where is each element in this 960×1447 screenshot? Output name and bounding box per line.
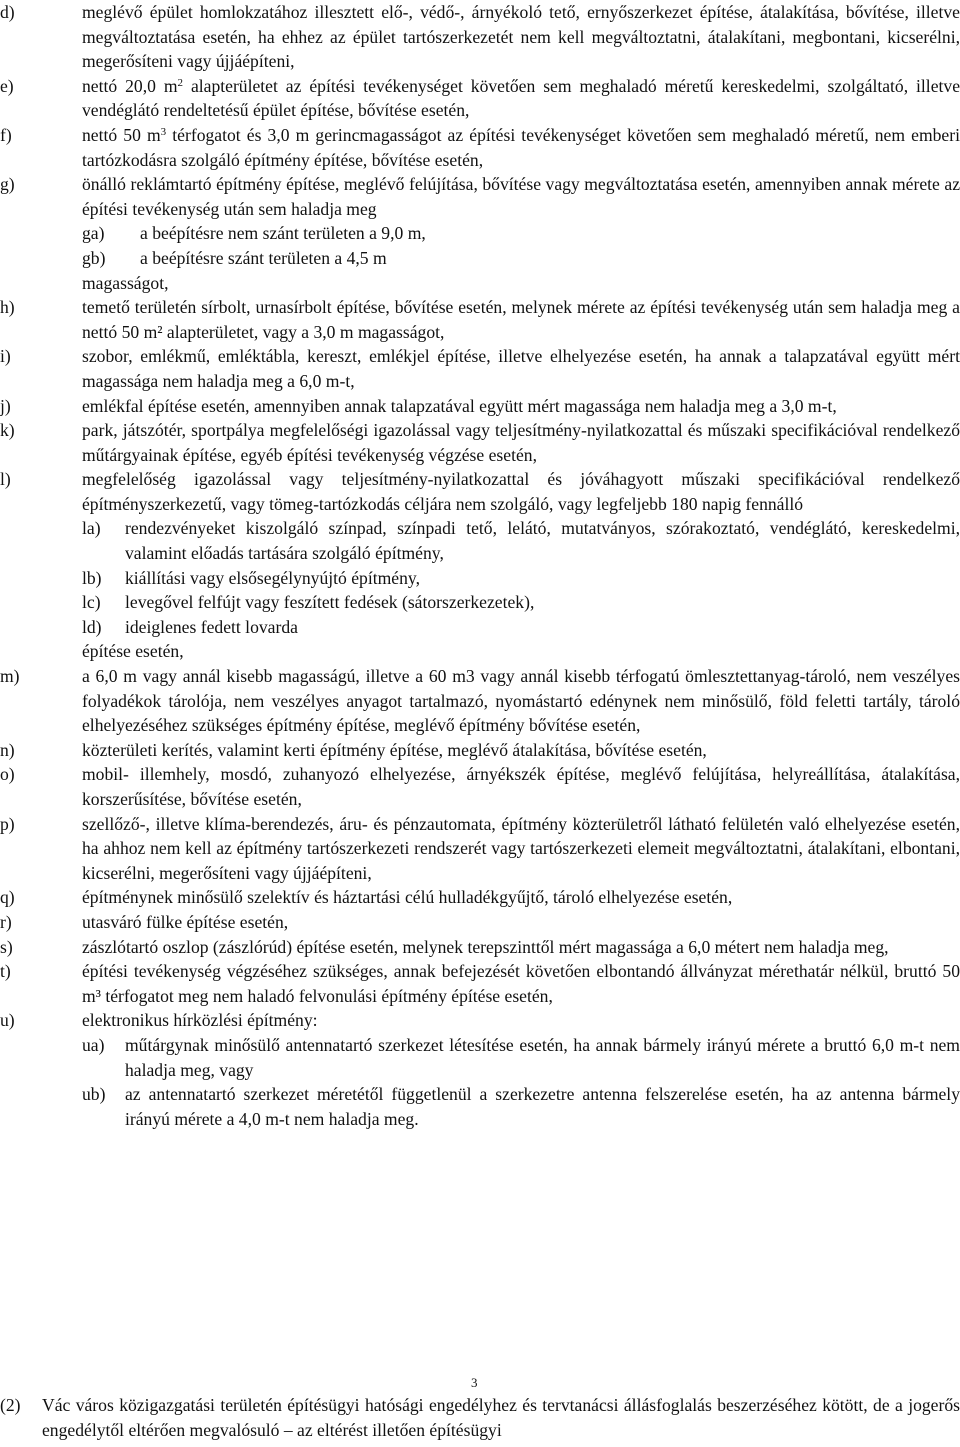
item-text <box>82 123 960 172</box>
item-text: önálló reklámtartó építmény építése, meglévő felújítása, bővítése vagy megváltoztatása esetén, amennyiben annak mérete az építési tevékenység után sem haladja meg <box>82 174 960 219</box>
sub-item-ub <box>0 1082 960 1131</box>
item-label: j) <box>0 395 11 416</box>
list-item-i <box>0 344 960 393</box>
section-2-paragraph <box>0 1393 960 1442</box>
list-item-k <box>0 418 960 467</box>
item-text: szellőző-, illetve klíma-berendezés, áru- és pénzautomata, építmény közterületről látható felületén való elhelyezése esetén, ha ahhoz nem kell az építmény tartószerkezeti rendszerét vagy tartószerkezeti elemeit megváltoztatni, átalakítani, elbontani, kicserélni, megerősíteni vagy újjáépíteni, <box>82 813 960 883</box>
item-text: megfelelőség igazolással vagy teljesítmény-nyilatkozattal és jóváhagyott műszaki specifikációval rendelkező építményszerkezetű, vagy tömeg-tartózkodás céljára nem szolgáló, vagy legfeljebb 180 napig fennálló <box>82 469 960 514</box>
sub-item-text: levegővel felfújt vagy feszített fedések (sátorszerkezetek), <box>125 592 535 613</box>
item-label: h) <box>0 297 15 318</box>
list-item-f <box>0 123 960 172</box>
sub-item-lb <box>0 566 960 591</box>
item-label: l) <box>0 469 11 490</box>
section-text: Vác város közigazgatási területén építésügyi hatósági engedélyhez és tervtanácsi állásfoglalás beszerzéséhez kötött, de a jogerős engedélytől eltérően megvalósuló – az eltérést illetően építésügyi <box>42 1395 960 1440</box>
item-text-part: nettó 50 m <box>82 124 161 145</box>
sub-item-ga <box>0 221 960 246</box>
list-item-j <box>0 394 960 419</box>
item-text: utasváró fülke építése esetén, <box>82 911 289 932</box>
item-text-part: térfogatot és 3,0 m gerincmagasságot az építési tevékenységet követően sem meghaladó méretű, nem emberi tartózkodásra szolgáló építmény építése, bővítése esetén, <box>82 124 960 170</box>
item-label: d) <box>0 2 15 22</box>
item-label: t) <box>0 961 11 982</box>
list-item-o <box>0 762 960 811</box>
item-text: meglévő épület homlokzatához illesztett elő-, védő-, árnyékoló tető, ernyőszerkezet építése, átalakítása, bővítése, illetve megváltoztatása esetén, ha ehhez az épület tartószerkezetét nem kell megváltoztatni, átalakítani, megbontani, kicserélni, megerősíteni vagy újjáépíteni, <box>82 2 960 72</box>
item-text: közterületi kerítés, valamint kerti építmény építése, meglévő átalakítása, bővítése esetén, <box>82 739 707 760</box>
item-text: park, játszótér, sportpálya megfelelőségi igazolással vagy teljesítmény-nyilatkozattal és műszaki specifikációval rendelkező műtárgyainak építése, egyéb építési tevékenység végzése esetén, <box>82 420 960 465</box>
list-item-h <box>0 295 960 344</box>
item-text: elektronikus hírközlési építmény: <box>82 1010 318 1031</box>
list-item-e <box>0 74 960 123</box>
item-label: n) <box>0 739 15 760</box>
item-label: m) <box>0 666 20 687</box>
list-item-q <box>0 885 960 910</box>
sub-item-label: ub) <box>82 1084 106 1105</box>
item-label: k) <box>0 420 15 441</box>
sub-item-label: gb) <box>82 247 106 268</box>
item-label: o) <box>0 764 15 785</box>
item-label: e) <box>0 75 14 96</box>
list-item-l <box>0 467 960 516</box>
item-g-tail: magasságot, <box>82 272 169 293</box>
sub-item-ua <box>0 1033 960 1082</box>
item-label: s) <box>0 936 13 957</box>
sub-item-text: a beépítésre nem szánt területen a 9,0 m, <box>140 223 426 244</box>
item-l-tail: építése esetén, <box>82 641 184 662</box>
list-item-s <box>0 935 960 960</box>
sub-item-gb <box>0 246 960 271</box>
item-text-part: alapterületet az építési tevékenységet követően sem meghaladó méretű kereskedelmi, szolgáltató, illetve vendéglátó rendeltetésű épület építése, bővítése esetén, <box>82 75 960 121</box>
sub-item-label: lb) <box>82 567 102 588</box>
item-label: r) <box>0 911 12 932</box>
sub-item-ld <box>0 615 960 640</box>
sub-item-text: rendezvényeket kiszolgáló színpad, színpadi tető, lelátó, mutatványos, szórakoztató, vendéglátó, kereskedelmi, valamint előadás tartására szolgáló építmény, <box>125 518 960 564</box>
footnote-number: 3 <box>471 1375 478 1390</box>
item-label: u) <box>0 1010 15 1031</box>
item-label: g) <box>0 174 15 195</box>
item-label: q) <box>0 887 15 908</box>
item-text: emlékfal építése esetén, amennyiben annak talapzatával együtt mért magassága nem haladja meg a 3,0 m-t, <box>82 395 837 416</box>
sub-item-la <box>0 516 960 565</box>
item-text: építménynek minősülő szelektív és háztartási célú hulladékgyűjtő, tároló elhelyezése esetén, <box>82 887 733 908</box>
item-text: szobor, emlékmű, emléktábla, kereszt, emlékjel építése, illetve elhelyezése esetén, ha annak a talapzatával együtt mért magassága nem haladja meg a 6,0 m-t, <box>82 346 960 391</box>
list-item-d <box>0 0 960 74</box>
superscript: 2 <box>177 76 184 89</box>
sub-item-text: ideiglenes fedett lovarda <box>125 616 298 637</box>
list-item-m <box>0 664 960 738</box>
item-text: zászlótartó oszlop (zászlórúd) építése esetén, melynek terepszinttől mért magassága a 6,0 métert nem haladja meg, <box>82 936 889 957</box>
sub-item-text: a beépítésre szánt területen a 4,5 m <box>140 247 387 268</box>
item-label: p) <box>0 813 15 834</box>
list-item-u <box>0 1008 960 1033</box>
list-item-r <box>0 910 960 935</box>
sub-item-label: lc) <box>82 592 101 613</box>
sub-item-label: ua) <box>82 1034 105 1055</box>
item-text: mobil- illemhely, mosdó, zuhanyozó elhelyezése, árnyékszék építése, meglévő felújítása, helyreállítása, átalakítása, korszerűsítése, bővítése esetén, <box>82 764 960 809</box>
item-text: építési tevékenység végzéséhez szükséges, annak befejezését követően elbontandó állványzat mérethatár nélkül, bruttó 50 m³ térfogatot meg nem haladó felvonulási építmény építése esetén, <box>82 961 960 1006</box>
section-label: (2) <box>0 1395 21 1415</box>
sub-item-lc <box>0 590 960 615</box>
sub-item-text: az antennatartó szerkezet méretétől függetlenül a szerkezetre antenna felszerelése esetén, ha az antenna bármely irányú mérete a 4,0 m-t nem haladja meg. <box>125 1084 960 1129</box>
list-item-p <box>0 812 960 886</box>
item-text: temető területén sírbolt, urnasírbolt építése, bővítése esetén, melynek mérete az építési tevékenység után sem haladja meg a nettó 50 m² alapterületet, vagy a 3,0 m magasságot, <box>82 297 960 342</box>
sub-item-label: la) <box>82 518 101 539</box>
item-label: i) <box>0 346 11 367</box>
item-text: a 6,0 m vagy annál kisebb magasságú, illetve a 60 m3 vagy annál kisebb térfogatú ömlesztettanyag-tároló, nem veszélyes folyadékok tárolója, nem veszélyes anyagot tartalmazó, nyomástartó edénynek nem minősülő, föld feletti tartály, tároló elhelyezéséhez szükséges építmény építése, meglévő építmény bővítése esetén, <box>82 666 960 736</box>
sub-item-text: kiállítási vagy elsősegélynyújtó építmény, <box>125 567 420 588</box>
list-item-n <box>0 738 960 763</box>
item-text-part: nettó 20,0 m <box>82 75 178 96</box>
list-item-t <box>0 959 960 1008</box>
list-item-g <box>0 172 960 221</box>
item-text <box>82 74 960 123</box>
sub-item-label: ld) <box>82 616 102 637</box>
item-label: f) <box>0 124 12 145</box>
superscript: 3 <box>160 125 167 138</box>
sub-item-label: ga) <box>82 223 105 244</box>
sub-item-text: műtárgynak minősülő antennatartó szerkezet létesítése esetén, ha annak bármely irányú mérete a bruttó 6,0 m-t nem haladja meg, vagy <box>125 1034 960 1080</box>
